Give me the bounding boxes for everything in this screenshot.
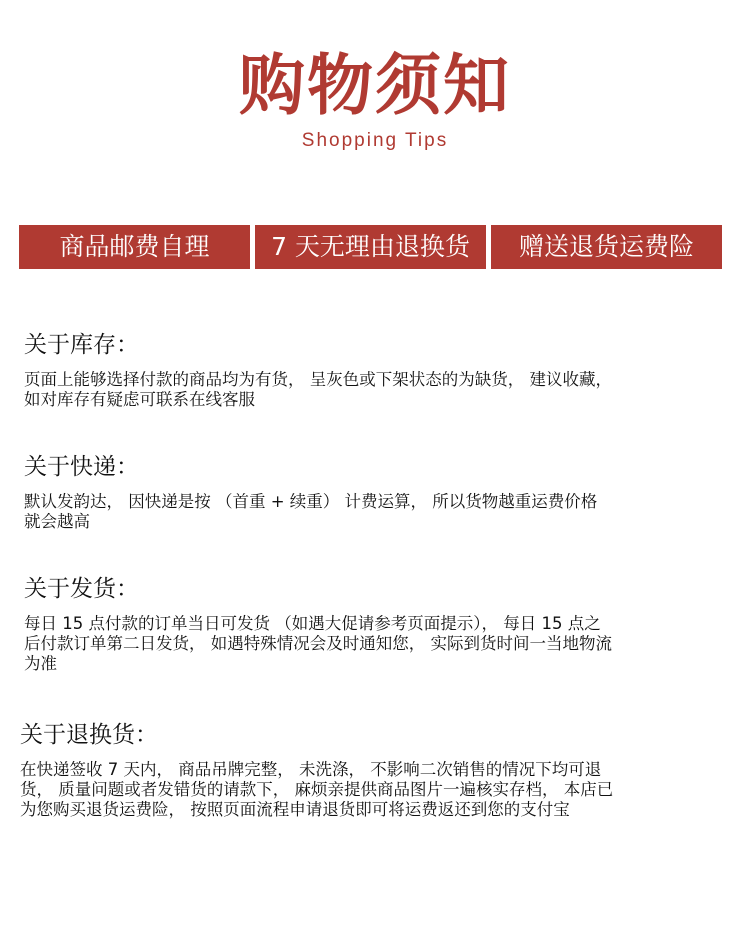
section-body <box>24 492 724 532</box>
page-title: 购物须知 <box>239 47 511 124</box>
banner-return-insurance: 赠送退货运费险 <box>491 225 722 269</box>
body-line: 为您购买退货运费险， 按照页面流程申请退货即可将运费返还到您的支付宝 <box>20 800 570 819</box>
section-delivery <box>24 574 724 674</box>
body-line: 货， 质量问题或者发错货的请款下， 麻烦亲提供商品图片一遍核实存档， 本店已 <box>20 780 614 799</box>
section-stock <box>24 330 724 410</box>
section-body <box>24 370 724 410</box>
body-line: 后付款订单第二日发货， 如遇特殊情况会及时通知您， 实际到货时间一当地物流 <box>24 634 612 653</box>
body-line: 如对库存有疑虑可联系在线客服 <box>24 390 255 409</box>
section-express <box>24 452 724 532</box>
section-heading: 关于退换货： <box>20 722 158 748</box>
body-line: 在快递签收 7 天内， 商品吊牌完整， 未洗涤， 不影响二次销售的情况下均可退 <box>20 760 602 779</box>
section-returns <box>20 720 720 820</box>
section-heading: 关于发货： <box>24 576 139 602</box>
section-heading: 关于快递： <box>24 454 139 480</box>
section-heading: 关于库存： <box>24 332 139 358</box>
body-line: 默认发韵达， 因快递是按 （首重 + 续重） 计费运算， 所以货物越重运费价格 <box>24 492 598 511</box>
section-body <box>24 614 724 674</box>
page-subtitle: Shopping Tips <box>301 130 449 151</box>
body-line: 就会越高 <box>24 512 90 531</box>
body-line: 页面上能够选择付款的商品均为有货， 呈灰色或下架状态的为缺货， 建议收藏， <box>24 370 612 389</box>
body-line: 每日 15 点付款的订单当日可发货 （如遇大促请参考页面提示）， 每日 15 点之 <box>24 614 601 633</box>
section-body <box>20 760 720 820</box>
banner-shipping-fee: 商品邮费自理 <box>19 225 250 269</box>
body-line: 为准 <box>24 654 57 673</box>
banner-7-day-return: 7 天无理由退换货 <box>255 225 486 269</box>
